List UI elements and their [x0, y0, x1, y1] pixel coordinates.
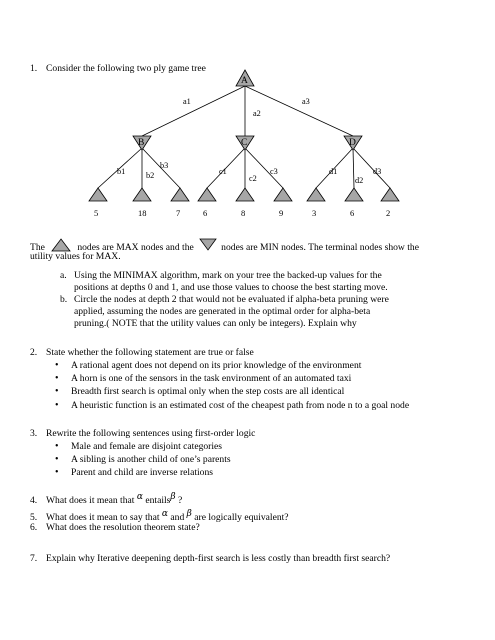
- node-label: D: [349, 138, 356, 148]
- question-text-post: are logically equivalent?: [194, 512, 289, 523]
- subquestion-a-line-1: Using the MINIMAX algorithm, mark on your tree the backed-up values for the: [74, 270, 382, 281]
- edge-label: a3: [302, 97, 310, 106]
- question-text: State whether the following statement are true or false: [46, 347, 254, 358]
- alpha-symbol: α: [136, 492, 143, 502]
- leaf-node: [89, 188, 107, 201]
- leaf-value: 5: [94, 208, 99, 218]
- tree-edge: [353, 148, 354, 188]
- edge-label: a2: [253, 109, 261, 118]
- question-text: Rewrite the following sentences using first-order logic: [46, 428, 256, 439]
- true-false-list: [55, 360, 409, 413]
- question-text: Explain why Iterative deepening depth-first search is less costly than breadth first search?: [46, 553, 391, 564]
- question-number: 6.: [30, 522, 38, 533]
- question-7: [30, 553, 390, 565]
- legend-text-post: nodes are MIN nodes. The terminal nodes show the: [221, 242, 419, 253]
- edge-label: c1: [219, 167, 227, 176]
- edge-label: c2: [249, 174, 257, 183]
- leaf-node: [171, 188, 189, 201]
- edge-label: c3: [270, 167, 278, 176]
- edge-label: a1: [183, 97, 191, 106]
- game-tree: [0, 0, 495, 230]
- edge-label: d1: [329, 167, 338, 176]
- max-node-icon: [51, 238, 71, 252]
- leaf-node: [236, 188, 254, 201]
- subquestion-a-line-2: positions at depths 0 and 1, and use those values to choose the best starting move.: [74, 281, 388, 293]
- leaf-node: [307, 188, 325, 201]
- leaf-node: [274, 188, 292, 201]
- list-item: • A rational agent does not depend on its prior knowledge of the environment: [55, 360, 409, 372]
- leaf-value: 6: [350, 208, 355, 218]
- leaf-node: [133, 188, 151, 201]
- leaf-value: 8: [241, 208, 246, 218]
- leaf-node: [345, 188, 363, 201]
- node-label: A: [241, 76, 248, 86]
- min-node-icon: [199, 238, 217, 252]
- tree-edge: [245, 86, 353, 136]
- question-number: 1.: [30, 63, 38, 74]
- node-label: B: [138, 138, 145, 148]
- subquestion-label: b.: [60, 294, 68, 305]
- legend-text-mid: nodes are MAX nodes and the: [77, 242, 194, 253]
- leaf-value: 7: [176, 208, 181, 218]
- question-number: 5.: [30, 512, 38, 523]
- leaf-value: 6: [203, 208, 208, 218]
- tree-edge: [142, 86, 245, 136]
- leaf-value: 2: [386, 208, 391, 218]
- question-text: What does the resolution theorem state?: [46, 522, 200, 533]
- question-number: 7.: [30, 553, 38, 564]
- leaf-value: 18: [138, 208, 147, 218]
- alpha-symbol: α: [161, 509, 168, 519]
- subquestion-b: [60, 294, 434, 330]
- list-item: • A heuristic function is an estimated cost of the cheapest path from node n to a goal node: [55, 400, 409, 412]
- list-item: • Breadth first search is optimal only when the step costs are all identical: [55, 386, 409, 398]
- subquestion-label: a.: [60, 270, 67, 281]
- subquestion-a: [60, 270, 434, 294]
- legend-line-2: utility values for MAX.: [30, 251, 121, 262]
- node-label: C: [241, 138, 248, 148]
- list-item: • A sibling is another child of one’s parents: [55, 454, 231, 466]
- beta-symbol: β: [186, 509, 192, 519]
- list-item: • A horn is one of the sensors in the task environment of an automated taxi: [55, 373, 409, 385]
- question-number: 3.: [30, 428, 38, 439]
- subquestion-b-line-1: Circle the nodes at depth 2 that would not be evaluated if alpha-beta pruning were: [74, 294, 389, 305]
- leaf-value: 9: [279, 208, 284, 218]
- question-text: Consider the following two ply game tree: [46, 63, 206, 74]
- edge-label: b1: [117, 167, 126, 176]
- question-number: 4.: [30, 495, 38, 506]
- question-text-mid: entails: [145, 495, 171, 506]
- beta-symbol: β: [170, 492, 176, 502]
- question-2: [30, 347, 254, 359]
- edge-label: d2: [355, 176, 364, 185]
- question-text-pre: What does it mean that: [46, 495, 135, 506]
- question-6: [30, 522, 200, 534]
- question-4: [30, 492, 182, 507]
- logic-sentence-list: [55, 441, 231, 481]
- question-text-pre: What does it mean to say that: [46, 512, 160, 523]
- edge-label: b3: [160, 161, 169, 170]
- leaf-node: [381, 188, 399, 201]
- question-3: [30, 428, 255, 440]
- edge-label: b2: [146, 171, 155, 180]
- question-text-post: ?: [178, 495, 183, 506]
- legend-text-pre: The: [30, 242, 45, 253]
- question-text-mid: and: [170, 512, 185, 523]
- leaf-value: 3: [312, 208, 317, 218]
- subquestion-b-line-3: pruning.( NOTE that the utility values can only be integers). Explain why: [74, 317, 357, 329]
- question-number: 2.: [30, 347, 38, 358]
- list-item: • Male and female are disjoint categories: [55, 441, 231, 453]
- edge-label: d3: [373, 167, 382, 176]
- leaf-node: [198, 188, 216, 201]
- subquestion-b-line-2: applied, assuming the nodes are generated in the optimal order for alpha-beta: [74, 305, 371, 317]
- list-item: • Parent and child are inverse relations: [55, 467, 231, 479]
